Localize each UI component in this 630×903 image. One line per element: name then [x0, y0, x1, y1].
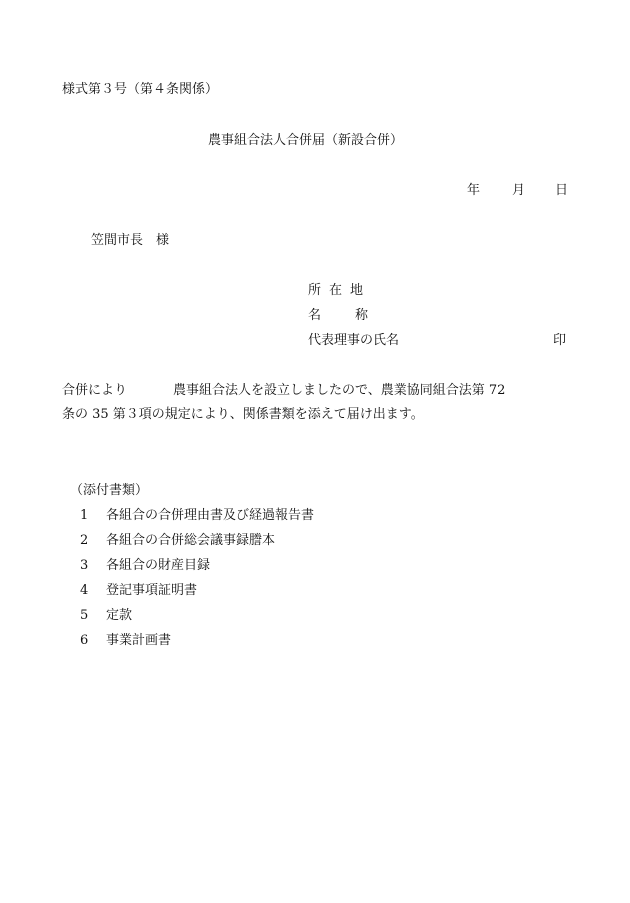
attachment-text: 定款 [106, 608, 133, 623]
document-title: 農事組合法人合併届（新設合併） [208, 133, 404, 148]
attachment-text: 事業計画書 [106, 633, 172, 648]
attachment-item [80, 609, 132, 622]
attachment-number: 1 [80, 508, 89, 523]
attachment-text: 各組合の財産目録 [106, 558, 211, 573]
date-day-label: 日 [555, 183, 569, 198]
addressee: 笠間市長 様 [91, 233, 170, 248]
attachment-number: 6 [80, 633, 89, 648]
representative-label: 代表理事の氏名 [308, 333, 400, 348]
form-number: 様式第３号（第４条関係） [62, 82, 219, 97]
name-label: 名称 [308, 308, 403, 323]
attachment-number: 5 [80, 608, 89, 623]
date-year-label: 年 [467, 183, 481, 198]
attachment-number: 2 [80, 533, 89, 548]
attachment-text: 各組合の合併総会議事録謄本 [106, 533, 276, 548]
body-line1-end: 農事組合法人を設立しましたので、農業協同組合法第 72 [173, 383, 506, 398]
attachment-number: 4 [80, 583, 89, 598]
body-paragraph-line-2: 条の 35 第３項の規定により、関係書類を添えて届け出ます。 [62, 407, 424, 422]
attachments-heading: （添付書類） [70, 483, 149, 498]
address-label: 所在地 [308, 283, 372, 298]
attachment-text: 登記事項証明書 [106, 583, 198, 598]
seal-mark: 印 [553, 333, 567, 348]
date-month-label: 月 [512, 183, 526, 198]
attachment-item [80, 509, 314, 522]
attachment-item [80, 559, 210, 572]
body-line1-start: 合併により [62, 383, 128, 398]
attachment-item [80, 534, 275, 547]
attachment-number: 3 [80, 558, 89, 573]
attachment-item [80, 634, 171, 647]
attachment-item [80, 584, 197, 597]
body-paragraph-line-1 [62, 384, 505, 397]
attachment-text: 各組合の合併理由書及び経過報告書 [106, 508, 315, 523]
